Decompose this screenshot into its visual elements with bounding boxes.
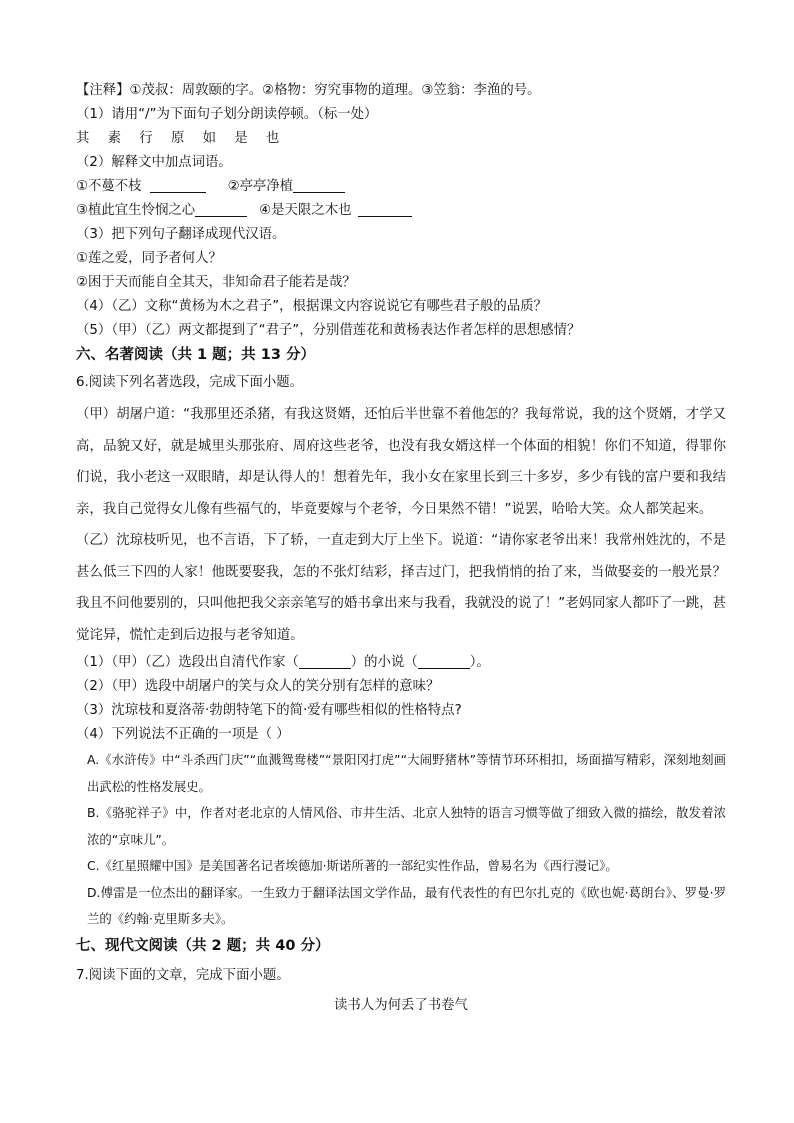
section-7-heading: 七、现代文阅读（共 2 题；共 40 分）: [76, 937, 330, 954]
q2-item-1: ①不蔓不枝: [76, 179, 142, 194]
question-2: （2）解释文中加点词语。: [76, 155, 232, 170]
question-6-4: （4）下列说法不正确的一项是（ ）: [76, 727, 290, 742]
option-a: A.《水浒传》中“斗杀西门庆”“血溅鸳鸯楼”“景阳冈打虎”“大闹野猪林”等情节环环相扣，场面描写精彩，深刻地刻画出武松的性格发展史。: [87, 752, 726, 794]
article-title: 读书人为何丢了书卷气: [334, 997, 468, 1013]
q2-item-4: ④是天限之木也: [259, 203, 352, 218]
exam-page: [76, 79, 726, 1018]
q2-item-2: ②亭亭净植: [227, 179, 294, 194]
q2-item-3: ③植此宜生怜悯之心: [76, 203, 196, 218]
question-1-sentence: 其 素 行 原 如 是 也: [76, 131, 287, 146]
question-1: （1）请用“/”为下面句子划分朗读停顿。（标一处）: [76, 107, 378, 122]
section-6-heading: 六、名著阅读（共 1 题；共 13 分）: [76, 347, 315, 363]
answer-blank[interactable]: [195, 202, 247, 217]
answer-blank[interactable]: [150, 178, 206, 193]
question-7-intro: 7.阅读下面的文章，完成下面小题。: [76, 967, 290, 983]
question-5: （5）（甲）（乙）两文都提到了“君子”，分别借莲花和黄杨表达作者怎样的思想感情？: [76, 323, 581, 338]
question-2-row-1: [76, 175, 726, 199]
question-6-1: （1）（甲）（乙）选段出自清代作家（ ）的小说（ ）。: [76, 655, 490, 670]
answer-blank[interactable]: [293, 178, 345, 193]
question-2-row-2: [76, 199, 726, 223]
passage-b: （乙）沈琼枝听见，也不言语，下了轿，一直走到大厅上坐下。说道：“请你家老爷出来！我常州姓沈的，不是甚么低三下四的人家！他既要娶我，怎的不张灯结彩，择吉过门，把我悄悄的抬了来，当做娶妾的一般光景？我且不问他要别的，只叫他把我父亲亲笔写的婚书拿出来与我看，我就没的说了！”老妈同家人都吓了一跳，甚觉诧异，慌忙走到后边报与老爷知道。: [76, 533, 726, 643]
option-c: C.《红星照耀中国》是美国著名记者埃德加·斯诺所著的一部纪实性作品，曾易名为《西行漫记》。: [87, 858, 618, 873]
answer-blank[interactable]: [358, 202, 412, 217]
passage-a: （甲）胡屠户道：“我那里还杀猪，有我这贤婿，还怕后半世靠不着他怎的？我每常说，我的这个贤婿，才学又高，品貌又好，就是城里头那张府、周府这些老爷，也没有我女婿这样一个体面的相貌！你们不知道，得罪你们说，我小老这一双眼睛，却是认得人的！想着先年，我小女在家里长到三十多岁，多少有钱的富户要和我结亲，我自己觉得女儿像有些福气的，毕竟要嫁与个老爷，今日果然不错！”说罢，哈哈大笑。众人都笑起来。: [76, 407, 726, 517]
question-6-2: （2）（甲）选段中胡屠户的笑与众人的笑分别有怎样的意味？: [76, 679, 440, 694]
question-3: （3）把下列句子翻译成现代汉语。: [76, 227, 286, 242]
option-b: B.《骆驼祥子》中，作者对老北京的人情风俗、市井生活、北京人独特的语言习惯等做了细致入微的描绘，散发着浓浓的“京味儿”。: [87, 805, 726, 847]
annotation-note: 【注释】①茂叔：周敦颐的字。②格物：穷究事物的道理。③笠翁：李渔的号。: [76, 83, 541, 98]
novel-blank[interactable]: [418, 654, 470, 669]
question-4: （4）（乙）文称“黄杨为木之君子”，根据课文内容说说它有哪些君子般的品质？: [76, 299, 547, 314]
question-3-item-1: ①莲之爱，同予者何人？: [76, 251, 222, 266]
question-3-item-2: ②困于天而能自全其天，非知命君子能若是哉？: [76, 275, 356, 290]
option-d: D.傅雷是一位杰出的翻译家。一生致力于翻译法国文学作品，最有代表性的有巴尔扎克的《欧也妮·葛朗台》、罗曼·罗兰的《约翰·克里斯多夫》。: [87, 884, 726, 926]
question-6-3: （3）沈琼枝和夏洛蒂·勃朗特笔下的简·爱有哪些相似的性格特点?: [76, 703, 462, 718]
author-blank[interactable]: [299, 654, 351, 669]
question-6-intro: 6.阅读下列名著选段，完成下面小题。: [76, 375, 304, 390]
